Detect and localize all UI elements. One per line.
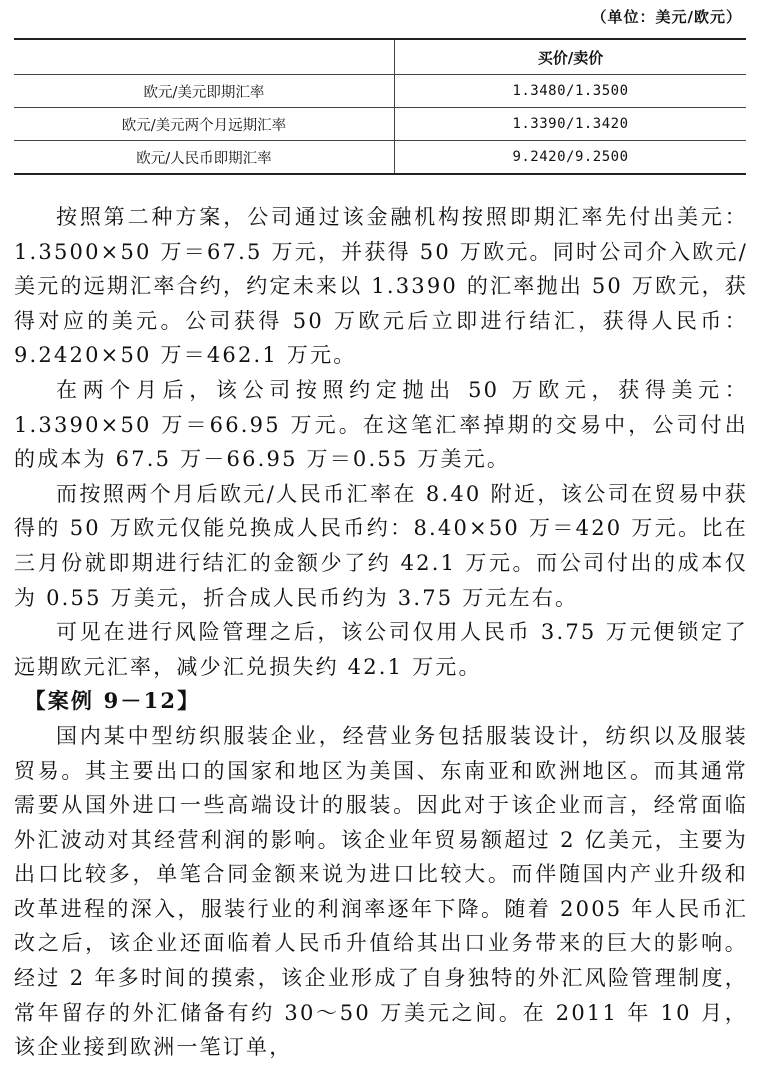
table-header-bid-ask: 买价/卖价 xyxy=(537,48,604,67)
paragraph-conclusion: 可见在进行风险管理之后，该公司仅用人民币 3.75 万元便锁定了远期欧元汇率，减少汇兑损失约 42.1 万元。 xyxy=(14,620,748,679)
table-header-empty xyxy=(14,39,395,75)
table-header-row xyxy=(14,39,746,75)
row-value: 1.3390/1.3420 xyxy=(512,116,629,132)
paragraph-rmb-comparison: 而按照两个月后欧元/人民币汇率在 8.40 附近，该公司在贸易中获得的 50 万欧元仅能兑换成人民币约：8.40×50 万＝420 万元。比在三月份就即期进行结汇的金额少了约 42.1 万元。而公司付出的成本仅为 0.55 万美元，折合成人民币约为 3.75 万元左右。 xyxy=(14,481,748,610)
table-row xyxy=(14,141,746,175)
table-row xyxy=(14,108,746,141)
unit-note: （单位：美元/欧元） xyxy=(591,8,742,26)
paragraph-two-months-later: 在两个月后，该公司按照约定抛出 50 万欧元，获得美元：1.3390×50 万＝66.95 万元。在这笔汇率掉期的交易中，公司付出的成本为 67.5 万－66.95 万＝0.55 万美元。 xyxy=(14,377,748,472)
table-row xyxy=(14,75,746,108)
exchange-rate-table xyxy=(14,38,746,175)
row-value: 9.2420/9.2500 xyxy=(512,149,629,165)
paragraph-case-description: 国内某中型纺织服装企业，经营业务包括服装设计，纺织以及服装贸易。其主要出口的国家和地区为美国、东南亚和欧洲地区。而其通常需要从国外进口一些高端设计的服装。因此对于该企业而言，经常面临外汇波动对其经营利润的影响。该企业年贸易额超过 2 亿美元，主要为出口比较多，单笔合同金额来说为进口比较大。而伴随国内产业升级和改革进程的深入，服装行业的利润率逐年下降。随着 2005 年人民币汇改之后，该企业还面临着人民币升值给其出口业务带来的巨大的影响。经过 2 年多时间的摸索，该企业形成了自身独特的外汇风险管理制度，常年留存的外汇储备有约 30～50 万美元之间。在 2011 年 10 月，该企业接到欧洲一笔订单， xyxy=(14,723,748,1060)
row-label: 欧元/美元即期汇率 xyxy=(14,75,395,108)
row-value: 1.3480/1.3500 xyxy=(512,83,629,99)
row-label: 欧元/美元两个月远期汇率 xyxy=(14,108,395,141)
paragraph-scheme-two: 按照第二种方案，公司通过该金融机构按照即期汇率先付出美元：1.3500×50 万＝67.5 万元，并获得 50 万欧元。同时公司介入欧元/美元的远期汇率合约，约定未来以 1.3390 的汇率抛出 50 万欧元，获得对应的美元。公司获得 50 万欧元后立即进行结汇，获得人民币：9.2420×50 万＝462.1 万元。 xyxy=(14,205,748,368)
row-label: 欧元/人民币即期汇率 xyxy=(14,141,395,175)
case-title: 【案例 9－12】 xyxy=(24,688,201,714)
body-text xyxy=(14,200,748,1065)
